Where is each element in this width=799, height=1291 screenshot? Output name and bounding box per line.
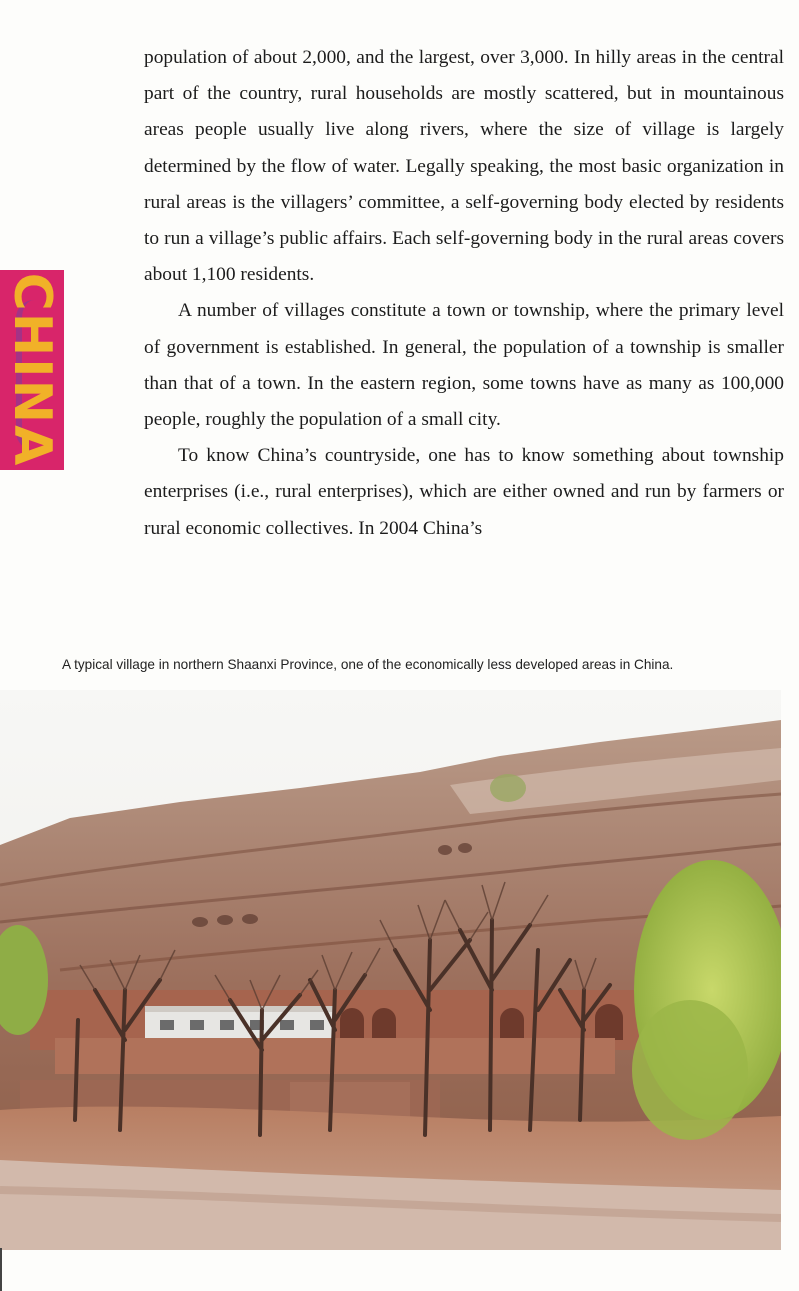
village-photo bbox=[0, 690, 781, 1250]
paragraph-1: population of about 2,000, and the largest, over 3,000. In hilly areas in the central part of the country, rural households are mostly scattered, but in mountainous areas people usually live along rivers, where the size of village is largely determined by the flow of water. Legally speaking, the most basic organization in rural areas is the villagers’ committee, a self-governing body elected by residents to run a village’s public affairs. Each self-governing body in the rural areas covers about 1,100 residents. bbox=[144, 47, 784, 286]
chapter-tab-label: CHINA bbox=[2, 272, 62, 468]
page-edge-mark bbox=[0, 1248, 2, 1291]
paragraph-2: A number of villages constitute a town or township, where the primary level of government is established. In general, the population of a township is smaller than that of a town. In the eastern region, some towns have as many as 100,000 people, roughly the population of a small city. bbox=[144, 300, 784, 431]
chapter-tab bbox=[0, 270, 64, 470]
village-photo-illustration bbox=[0, 690, 781, 1250]
body-text bbox=[144, 40, 784, 547]
photo-caption: A typical village in northern Shaanxi Province, one of the economically less developed areas in China. bbox=[62, 657, 674, 672]
paragraph-3: To know China’s countryside, one has to know something about township enterprises (i.e., rural enterprises), which are either owned and run by farmers or rural economic collectives. In 2004 China’s bbox=[144, 445, 784, 539]
